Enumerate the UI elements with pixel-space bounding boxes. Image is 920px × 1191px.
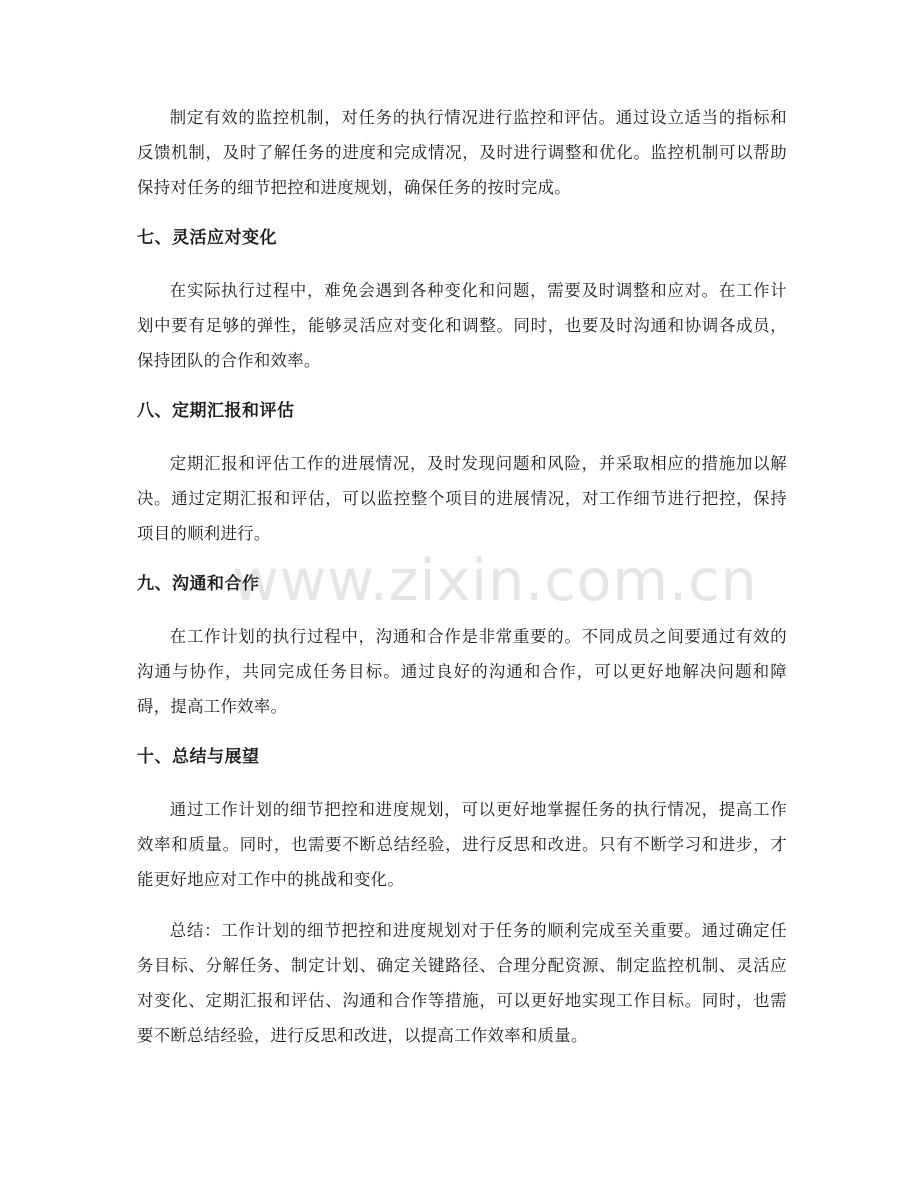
watermark: www.zixin.com.cn xyxy=(232,548,758,614)
paragraph-reporting: 定期汇报和评估工作的进展情况，及时发现问题和风险，并采取相应的措施加以解决。通过定期汇报和评估，可以监控整个项目的进展情况，对工作细节进行把控，保持项目的顺利进行。 xyxy=(137,454,787,543)
section-heading-7: 七、灵活应对变化 xyxy=(137,228,277,248)
paragraph-outlook: 通过工作计划的细节把控和进度规划，可以更好地掌握任务的执行情况，提高工作效率和质量。同时，也需要不断总结经验，进行反思和改进。只有不断学习和进步，才能更好地应对工作中的挑战和变化。 xyxy=(137,800,787,889)
paragraph-communication: 在工作计划的执行过程中，沟通和合作是非常重要的。不同成员之间要通过有效的沟通与协作，共同完成任务目标。通过良好的沟通和合作，可以更好地解决问题和障碍，提高工作效率。 xyxy=(137,627,787,716)
paragraph-conclusion: 总结：工作计划的细节把控和进度规划对于任务的顺利完成至关重要。通过确定任务目标、分解任务、制定计划、确定关键路径、合理分配资源、制定监控机制、灵活应对变化、定期汇报和评估、沟通和合作等措施，可以更好地实现工作目标。同时，也需要不断总结经验，进行反思和改进，以提高工作效率和质量。 xyxy=(137,921,787,1045)
section-heading-8: 八、定期汇报和评估 xyxy=(137,401,295,421)
paragraph-monitoring: 制定有效的监控机制，对任务的执行情况进行监控和评估。通过设立适当的指标和反馈机制，及时了解任务的进度和完成情况，及时进行调整和优化。监控机制可以帮助保持对任务的细节把控和进度规划，确保任务的按时完成。 xyxy=(137,108,787,197)
section-heading-10: 十、总结与展望 xyxy=(137,747,260,767)
paragraph-flexibility: 在实际执行过程中，难免会遇到各种变化和问题，需要及时调整和应对。在工作计划中要有足够的弹性，能够灵活应对变化和调整。同时，也要及时沟通和协调各成员，保持团队的合作和效率。 xyxy=(137,281,787,370)
document-body xyxy=(137,100,787,1053)
section-heading-9: 九、沟通和合作 xyxy=(137,574,260,594)
